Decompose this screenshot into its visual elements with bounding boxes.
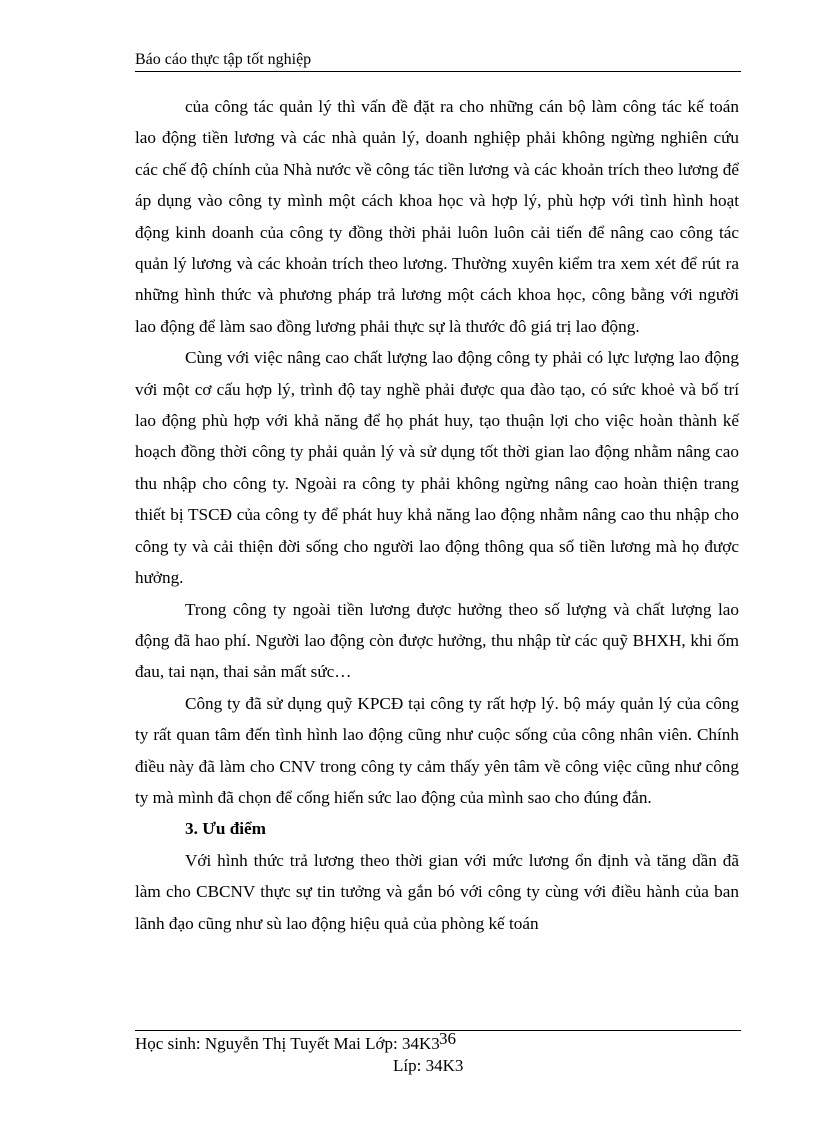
body-text xyxy=(135,91,739,939)
page-number: 36 xyxy=(439,1029,456,1048)
section-heading: 3. Ưu điểm xyxy=(185,819,267,839)
paragraph-3: Trong công ty ngoài tiền lương được hưởng theo số lượng và chất lượng lao động đã hao phí. Người lao động còn được hưởng, thu nhập từ các quỹ BHXH, khi ốm đau, tai nạn, thai sản mất sức… xyxy=(135,599,739,682)
paragraph-1: của công tác quản lý thì vấn đề đặt ra cho những cán bộ làm công tác kế toán lao động tiền lương và các nhà quản lý, doanh nghiệp phải không ngừng nghiên cứu các chế độ chính của Nhà nước về công tác tiền lương và các khoản trích theo lương để áp dụng vào công ty mình một cách khoa học và hợp lý, phù hợp với tình hình hoạt động kinh doanh của công ty đồng thời phải luôn luôn cải tiến để nâng cao công tác quản lý lương và các khoản trích theo lương. Thường xuyên kiểm tra xem xét để rút ra những hình thức và phương pháp trả lương một cách khoa học, công bằng với người lao động để làm sao đồng lương phải thực sự là thước đô giá trị lao động. xyxy=(135,97,739,336)
footer-student-info: Học sinh: Nguyễn Thị Tuyết Mai Lớp: 34K3 xyxy=(135,1034,440,1053)
paragraph-5: Với hình thức trả lương theo thời gian với mức lương ổn định và tăng dần đã làm cho CBCNV thực sự tin tưởng và gắn bó với công ty cùng với điều hành của ban lãnh đạo cũng như sù lao động hiệu quả của phòng kế toán xyxy=(135,850,739,933)
footer-divider xyxy=(135,1030,741,1031)
report-title: Báo cáo thực tập tốt nghiệp xyxy=(135,51,312,68)
footer-class-line: Líp: 34K3 xyxy=(393,1056,464,1075)
paragraph-4: Công ty đã sử dụng quỹ KPCĐ tại công ty rất hợp lý. bộ máy quản lý của công ty rất quan tâm đến tình hình lao động cũng như cuộc sống của công nhân viên. Chính điều này đã làm cho CNV trong công ty cảm thấy yên tâm về công việc cũng như công ty mà mình đã chọn để cống hiến sức lao động của mình sao cho đúng đắn. xyxy=(135,693,739,807)
header-divider xyxy=(135,71,741,72)
paragraph-2: Cùng với việc nâng cao chất lượng lao động công ty phải có lực lượng lao động với một cơ cấu hợp lý, trình độ tay nghề phải được qua đào tạo, có sức khoẻ và bố trí lao động phù hợp với khả năng để họ phát huy, tạo thuận lợi cho việc hoàn thành kế hoạch đồng thời công ty phải quản lý và sử dụng tốt thời gian lao động nhằm nâng cao thu nhập cho công ty. Ngoài ra công ty phải không ngừng nâng cao hoàn thiện trang thiết bị TSCĐ của công ty để phát huy khả năng lao động nhằm nâng cao thu nhập cho công ty và cải thiện đời sống cho người lao động thông qua số tiền lương mà họ được hưởng. xyxy=(135,348,739,588)
